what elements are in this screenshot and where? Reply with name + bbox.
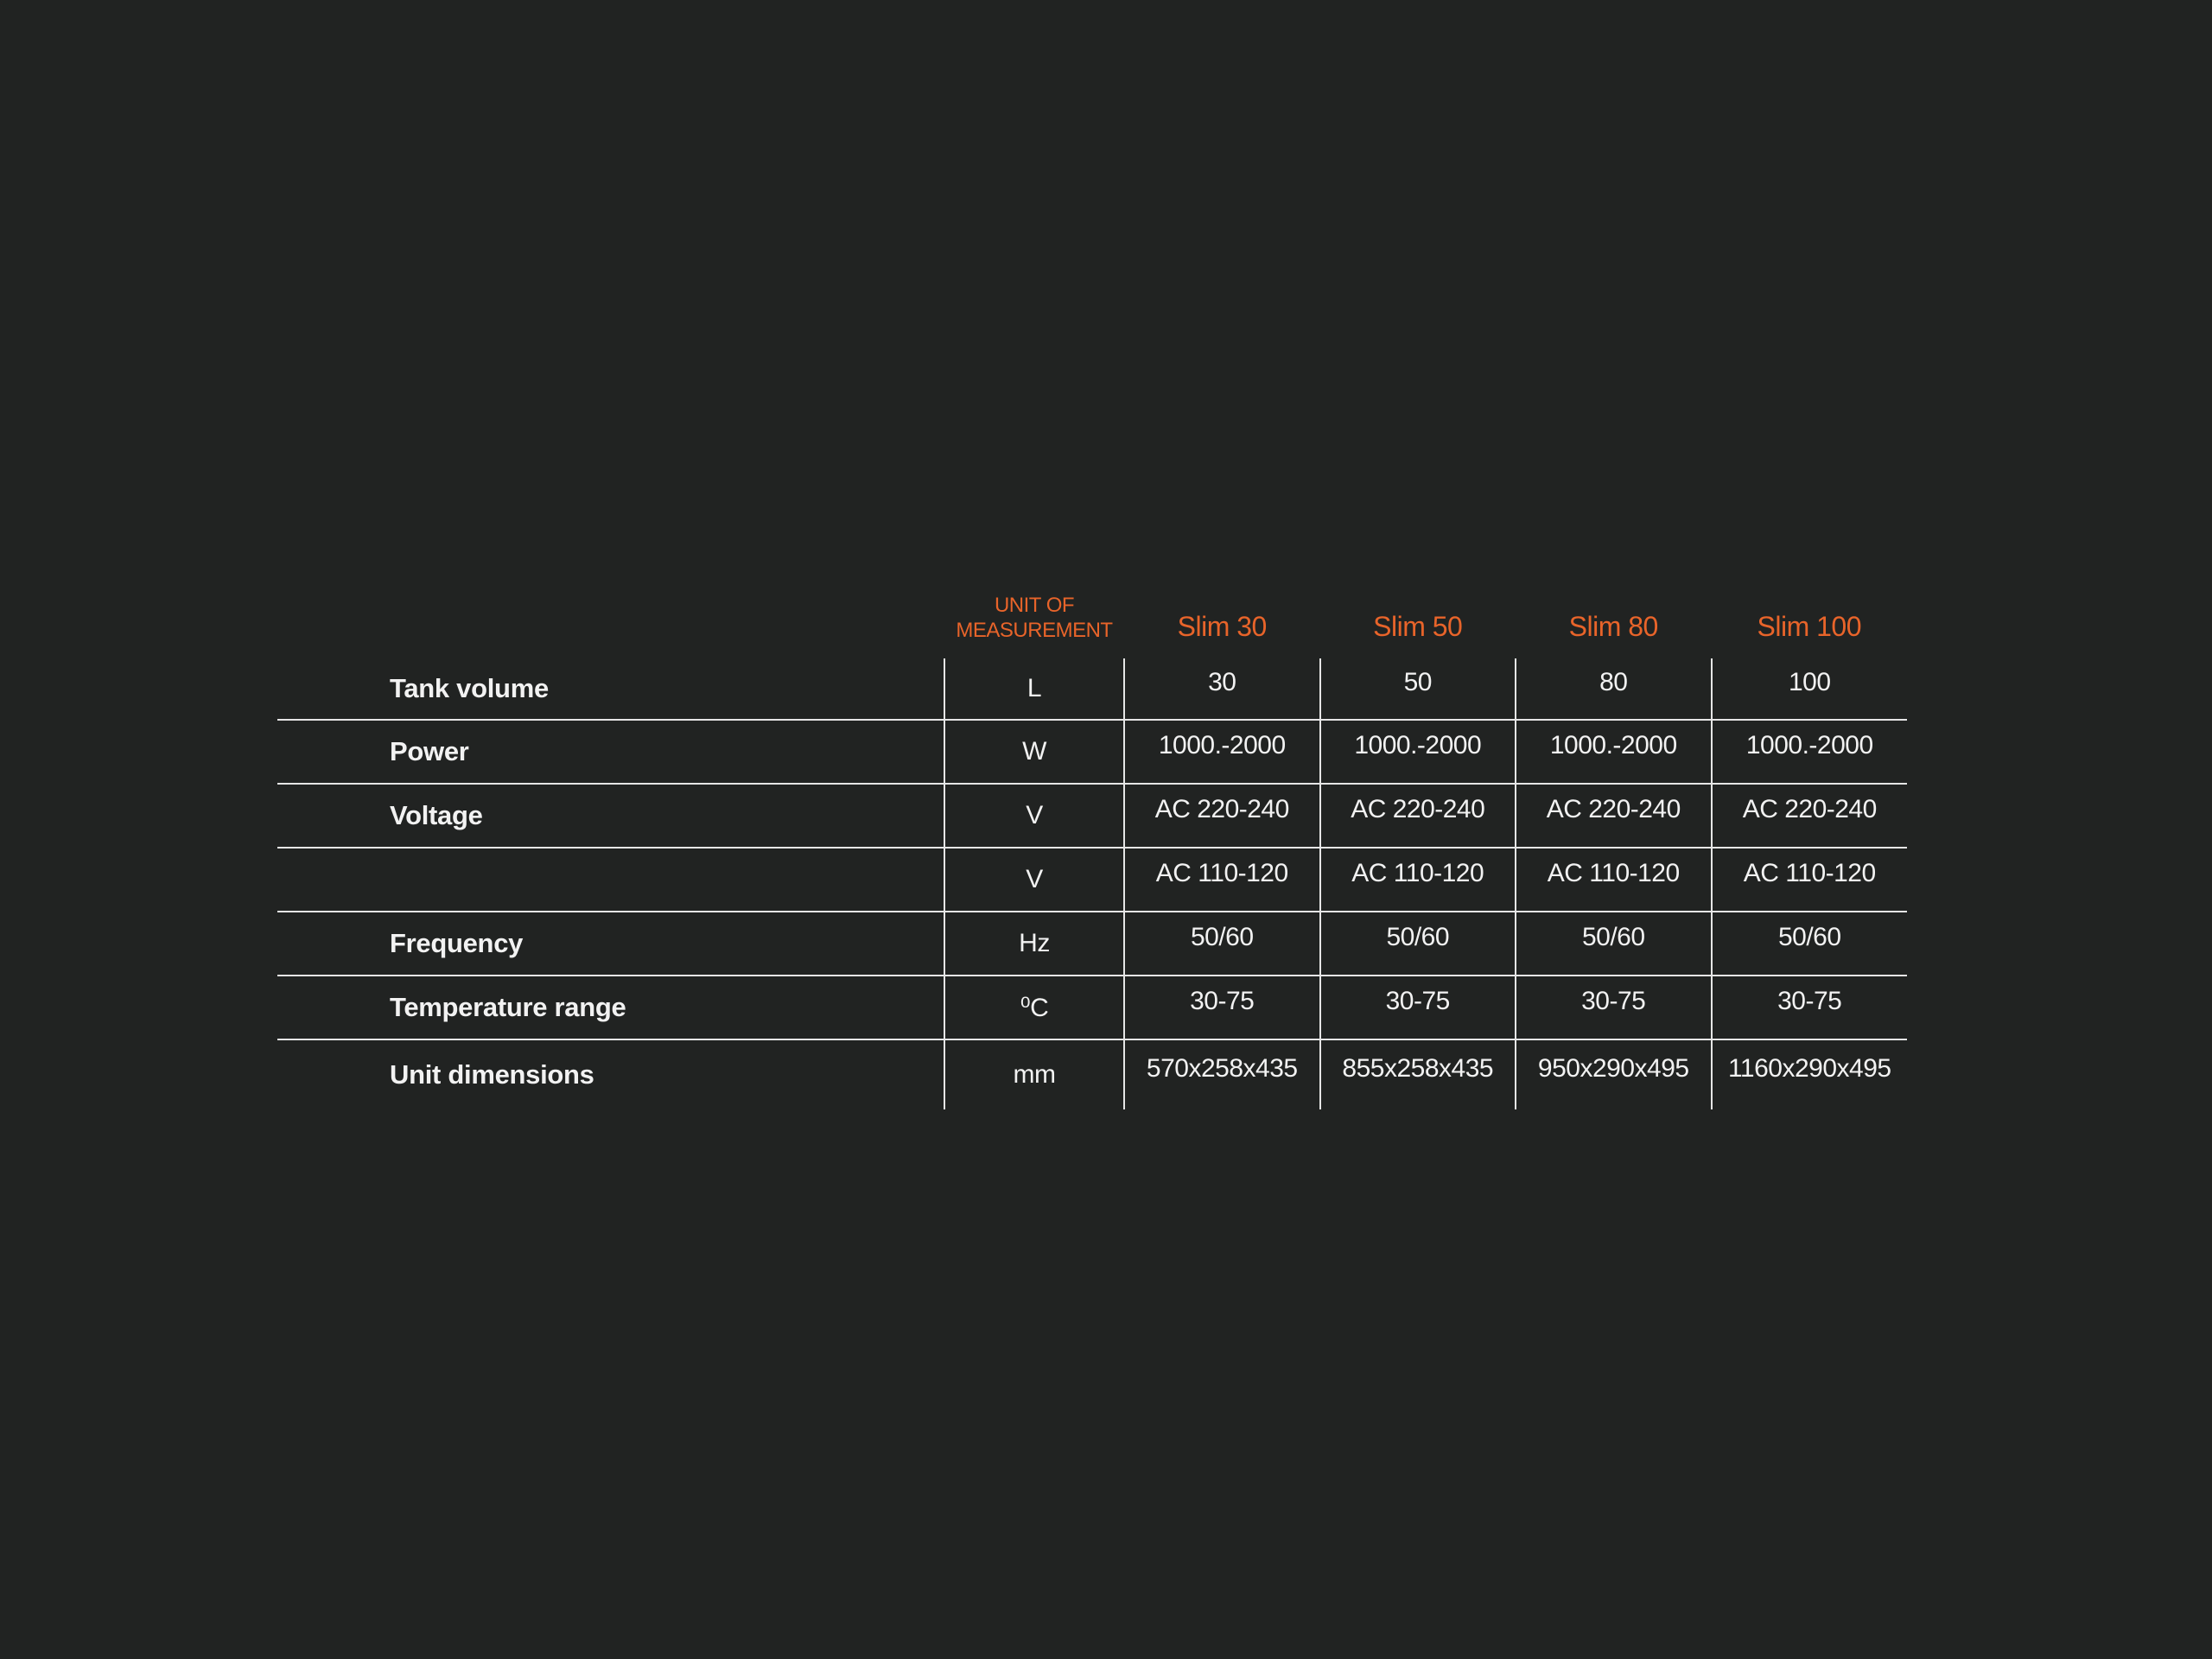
row-value: 80	[1516, 658, 1712, 720]
row-value: AC 220-240	[1712, 784, 1908, 848]
row-value: 30-75	[1124, 976, 1320, 1039]
row-frequency	[277, 912, 1907, 976]
row-value: 1000.-2000	[1124, 720, 1320, 784]
header-unit-line2: MEASUREMENT	[956, 619, 1113, 642]
row-value: 50	[1320, 658, 1516, 720]
row-value: AC 220-240	[1124, 784, 1320, 848]
header-model-slim-50: Slim 50	[1373, 611, 1463, 642]
row-voltage	[277, 784, 1907, 848]
row-unit: W	[944, 720, 1124, 784]
row-unit: L	[944, 658, 1124, 720]
header-model-slim-80: Slim 80	[1568, 611, 1658, 642]
row-value: 1000.-2000	[1320, 720, 1516, 784]
row-unit: mm	[944, 1039, 1124, 1109]
row-value: 570x258x435	[1124, 1039, 1320, 1109]
row-label: Voltage	[277, 784, 944, 848]
header-row	[277, 579, 1907, 658]
row-value: 1000.-2000	[1712, 720, 1908, 784]
row-unit: Hz	[944, 912, 1124, 976]
row-value: 50/60	[1712, 912, 1908, 976]
row-temperature-range	[277, 976, 1907, 1039]
row-value: AC 110-120	[1712, 848, 1908, 912]
row-unit-dimensions	[277, 1039, 1907, 1109]
row-power	[277, 720, 1907, 784]
row-label: Temperature range	[277, 976, 944, 1039]
row-label: Power	[277, 720, 944, 784]
header-model-slim-30: Slim 30	[1177, 611, 1267, 642]
row-value: 30-75	[1320, 976, 1516, 1039]
row-value: 1000.-2000	[1516, 720, 1712, 784]
row-value: 50/60	[1124, 912, 1320, 976]
row-value: 50/60	[1320, 912, 1516, 976]
row-value: AC 220-240	[1516, 784, 1712, 848]
row-value: AC 110-120	[1516, 848, 1712, 912]
spec-table	[277, 579, 1907, 1109]
row-label	[277, 848, 944, 912]
row-value: 30-75	[1516, 976, 1712, 1039]
row-value: 30	[1124, 658, 1320, 720]
row-label: Tank volume	[277, 658, 944, 720]
row-value: AC 110-120	[1124, 848, 1320, 912]
row-value: 50/60	[1516, 912, 1712, 976]
row-tank-volume	[277, 658, 1907, 720]
row-value: 100	[1712, 658, 1908, 720]
row-value: 855x258x435	[1320, 1039, 1516, 1109]
row-value: AC 110-120	[1320, 848, 1516, 912]
row-value: 950x290x495	[1516, 1039, 1712, 1109]
row-unit: V	[944, 848, 1124, 912]
row-value: 30-75	[1712, 976, 1908, 1039]
row-value: 1160x290x495	[1712, 1039, 1908, 1109]
header-unit-of-measurement	[944, 579, 1124, 658]
row-label: Frequency	[277, 912, 944, 976]
header-model-slim-100: Slim 100	[1757, 611, 1861, 642]
row-value: AC 220-240	[1320, 784, 1516, 848]
row-voltage-alt	[277, 848, 1907, 912]
row-unit: V	[944, 784, 1124, 848]
header-blank	[277, 579, 944, 658]
row-unit: ⁰C	[944, 976, 1124, 1039]
row-label: Unit dimensions	[390, 1059, 594, 1090]
header-unit-line1: UNIT OF	[994, 594, 1075, 617]
